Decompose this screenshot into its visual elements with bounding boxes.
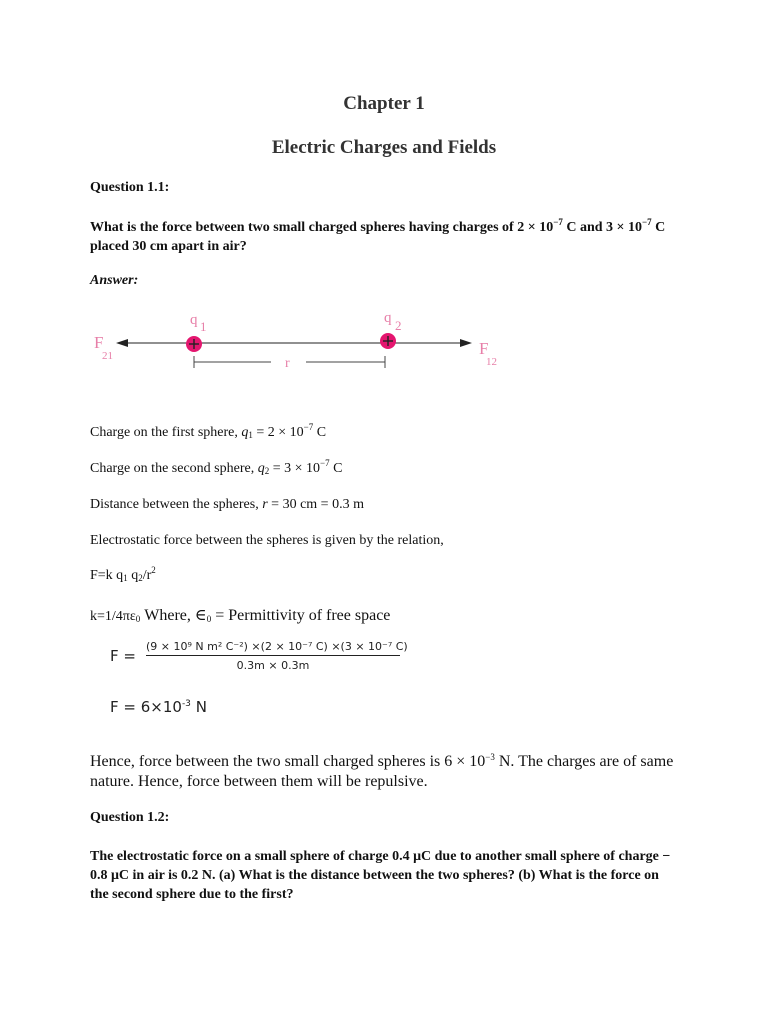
first-charge-line: Charge on the first sphere, $q_1 = 2 \times 10^{-7}$ C <box>90 422 327 440</box>
force-result: $F = 6\times 10^{-3}$ N <box>110 698 207 716</box>
svg-text:q: q <box>384 310 392 326</box>
svg-text:2: 2 <box>395 318 402 333</box>
coulomb-force-diagram <box>88 306 518 378</box>
charge-q2-sphere <box>380 333 396 349</box>
svg-text:q: q <box>190 312 198 328</box>
svg-text:21: 21 <box>102 350 113 362</box>
calculation-lhs: F = <box>110 647 136 665</box>
conclusion-paragraph: Hence, force between the two small charged spheres is $6 \times 10^{-3}$ N. The charges are of same nature. Hence, force between them will be repulsive. <box>90 752 674 790</box>
svg-text:F: F <box>479 339 489 358</box>
distance-label: r <box>285 356 290 371</box>
fraction-numerator: (9 × 10⁹ N m² C⁻²) ×(2 × 10⁻⁷ C) ×(3 × 10⁻⁷ C) <box>146 640 400 656</box>
charge-q1-sphere <box>186 336 202 352</box>
calculation-fraction <box>146 640 408 672</box>
answer-label: Answer: <box>90 273 139 288</box>
question-1-2-label: Question 1.2: <box>90 810 170 825</box>
second-charge-line: Charge on the second sphere, $q_2 = 3 \times 10^{-7}$ C <box>90 458 343 476</box>
coulomb-formula: F=k $q_1$ $q_2/r^2$ <box>90 565 156 583</box>
relation-line: Electrostatic force between the spheres is given by the relation, <box>90 533 444 548</box>
k-definition: $k=1/4\pi\varepsilon_0$ Where, $\in_0$ = Permittivity of free space <box>90 607 391 624</box>
force-line <box>116 339 472 347</box>
force-label-right <box>479 339 497 368</box>
charge-q2-label <box>384 310 402 333</box>
svg-text:1: 1 <box>200 319 207 334</box>
force-label-left <box>94 333 113 362</box>
svg-text:12: 12 <box>486 356 497 368</box>
distance-line: Distance between the spheres, r = 30 cm = 0.3 m <box>90 497 364 512</box>
chapter-heading: Chapter 1 <box>343 93 425 114</box>
svg-text:F: F <box>94 333 104 352</box>
charge-q1-label <box>190 312 207 334</box>
chapter-title: Electric Charges and Fields <box>271 137 497 158</box>
question-1-1-text: What is the force between two small charged spheres having charges of $2 \times 10^{-7}$ C and $3 \times 10^{-7}$ C placed 30 cm apart in air? <box>90 217 666 254</box>
fraction-denominator: 0.3m × 0.3m <box>236 659 310 672</box>
question-1-1-label: Question 1.1: <box>90 180 170 195</box>
question-1-2-text: The electrostatic force on a small sphere of charge 0.4 μC due to another small sphere of charge − 0.8 μC in air is 0.2 N. (a) What is the distance between the two spheres? (b) What is the force on the second sphere due to the first? <box>90 849 671 902</box>
